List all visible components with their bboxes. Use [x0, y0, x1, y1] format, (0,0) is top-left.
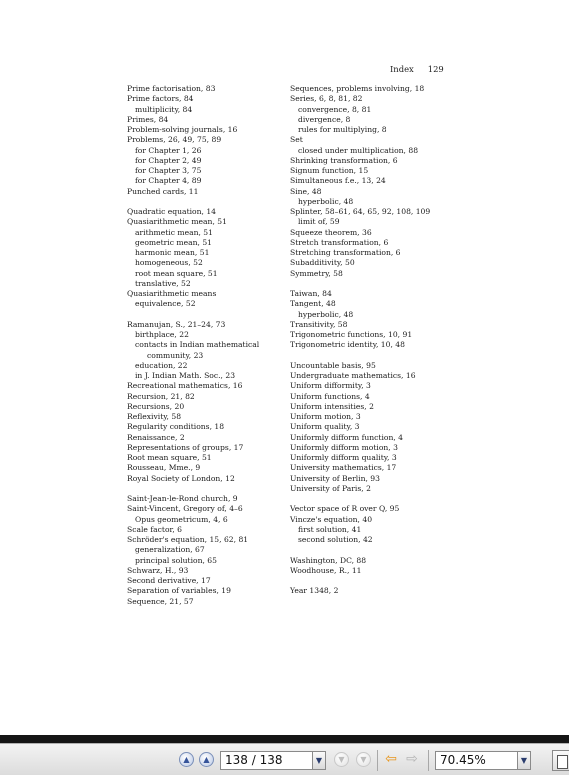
- index-entry: Trigonometric identity, 10, 48: [290, 340, 405, 350]
- index-subentry: hyperbolic, 48: [298, 196, 354, 206]
- zoom-level-field[interactable]: 70.45%: [435, 751, 518, 770]
- index-gap: [290, 494, 465, 504]
- index-entry: Saint-Jean-le-Rond church, 9: [127, 494, 238, 503]
- index-entry: Undergraduate mathematics, 16: [290, 371, 416, 380]
- index-subentry: closed under multiplication, 88: [298, 145, 419, 155]
- index-entry: Problem-solving journals, 16: [127, 125, 238, 134]
- index-subentry: for Chapter 3, 75: [135, 166, 202, 175]
- index-column-right: [290, 84, 465, 597]
- index-column-left: [127, 84, 287, 607]
- index-entry: Representations of groups, 17: [127, 442, 244, 452]
- index-subentry: in J. Indian Math. Soc., 23: [135, 371, 236, 380]
- toolbar-separator: [428, 750, 429, 771]
- index-subentry: rules for multiplying, 8: [298, 125, 387, 134]
- horizontal-scrollbar[interactable]: [0, 735, 569, 743]
- index-entry: Stretch transformation, 6: [290, 237, 389, 247]
- index-entry: Vincze's equation, 40: [290, 514, 373, 524]
- chevron-down-icon: ▼: [315, 756, 323, 765]
- index-entry: Woodhouse, R., 11: [290, 565, 362, 575]
- index-entry: Saint-Vincent, Gregory of, 4–6: [127, 504, 243, 514]
- previous-page-button[interactable]: [199, 752, 214, 767]
- index-entry: Vector space of R over Q, 95: [290, 504, 400, 514]
- index-subentry: harmonic mean, 51: [135, 248, 210, 257]
- index-entry: Schwarz, H., 93: [127, 565, 189, 575]
- index-entry: Signum function, 15: [290, 166, 369, 175]
- index-gap: [290, 545, 465, 555]
- index-subentry: education, 22: [135, 360, 188, 370]
- index-subentry: generalization, 67: [135, 545, 205, 555]
- index-entry: Regularity conditions, 18: [127, 422, 225, 432]
- left-arrow-icon: ⇦: [385, 751, 397, 767]
- index-gap: [290, 279, 465, 289]
- index-entry: Recursion, 21, 82: [127, 391, 195, 401]
- zoom-dropdown-button[interactable]: [517, 751, 531, 770]
- page-dropdown-button[interactable]: [312, 751, 326, 770]
- index-entry: University of Berlin, 93: [290, 473, 380, 483]
- index-entry: Quasiarithmetic mean, 51: [127, 217, 227, 227]
- page-view-button[interactable]: [552, 750, 569, 771]
- index-entry: Taiwan, 84: [290, 289, 332, 298]
- index-gap: [127, 310, 287, 320]
- index-entry: University of Paris, 2: [290, 483, 371, 493]
- index-entry: Second derivative, 17: [127, 576, 211, 585]
- index-entry: Rousseau, Mme., 9: [127, 463, 201, 473]
- index-subentry: birthplace, 22: [135, 330, 189, 339]
- index-subentry: homogeneous, 52: [135, 258, 203, 268]
- index-entry: Prime factorisation, 83: [127, 84, 216, 93]
- index-subentry: geometric mean, 51: [135, 237, 213, 247]
- index-entry: Series, 6, 8, 81, 82: [290, 94, 363, 104]
- next-page-button[interactable]: [334, 752, 349, 767]
- index-entry: Uniform motion, 3: [290, 412, 361, 421]
- up-arrow-icon: ▲: [203, 755, 210, 764]
- index-subentry: principal solution, 65: [135, 555, 217, 565]
- index-entry: Reflexivity, 58: [127, 412, 182, 421]
- index-entry: Ramanujan, S., 21–24, 73: [127, 319, 226, 329]
- index-entry: Uniformly difform motion, 3: [290, 442, 398, 452]
- index-subentry: equivalence, 52: [135, 299, 196, 309]
- index-subentry: first solution, 41: [298, 524, 362, 534]
- index-subentry: for Chapter 2, 49: [135, 155, 202, 165]
- index-subentry: hyperbolic, 48: [298, 309, 354, 319]
- index-entry: Simultaneous f.e., 13, 24: [290, 176, 386, 186]
- index-subentry: limit of, 59: [298, 217, 340, 227]
- index-subentry: for Chapter 4, 89: [135, 176, 202, 186]
- index-gap: [290, 351, 465, 361]
- index-entry: University mathematics, 17: [290, 463, 397, 473]
- index-entry: Uncountable basis, 95: [290, 360, 376, 370]
- toolbar-separator: [377, 750, 378, 771]
- index-subentry: root mean square, 51: [135, 268, 218, 278]
- index-entry: Set: [290, 135, 303, 145]
- index-entry: Prime factors, 84: [127, 94, 194, 104]
- index-entry: Stretching transformation, 6: [290, 248, 401, 257]
- index-entry: Primes, 84: [127, 114, 169, 124]
- index-subentry: convergence, 8, 81: [298, 104, 372, 114]
- back-button[interactable]: [383, 751, 399, 768]
- index-entry: Sequence, 21, 57: [127, 596, 194, 606]
- page-number-field[interactable]: 138 / 138: [220, 751, 313, 770]
- index-subentry: divergence, 8: [298, 114, 351, 124]
- index-subentry: contacts in Indian mathematical: [135, 340, 260, 350]
- index-entry: Separation of variables, 19: [127, 586, 231, 596]
- index-entry: Uniformly difform quality, 3: [290, 453, 397, 462]
- down-arrow-icon: ▼: [338, 755, 345, 764]
- index-subentry: for Chapter 1, 26: [135, 145, 202, 155]
- index-entry: Uniformly difform function, 4: [290, 432, 404, 442]
- running-header: [390, 64, 450, 74]
- index-entry: Schröder's equation, 15, 62, 81: [127, 535, 249, 544]
- index-entry: Quasiarithmetic means: [127, 289, 217, 298]
- header-title: Index: [390, 64, 414, 74]
- viewer-toolbar: [0, 743, 569, 775]
- index-entry: Recreational mathematics, 16: [127, 381, 243, 391]
- index-gap: [127, 197, 287, 207]
- index-subentry: arithmetic mean, 51: [135, 227, 213, 237]
- index-entry: Washington, DC, 88: [290, 555, 367, 565]
- index-subentry: multiplicity, 84: [135, 104, 193, 114]
- index-entry: Recursions, 20: [127, 401, 185, 411]
- index-subentry: Opus geometricum, 4, 6: [135, 514, 228, 524]
- index-entry: Squeeze theorem, 36: [290, 227, 372, 237]
- index-subentry: translative, 52: [135, 278, 191, 288]
- index-entry: Trigonometric functions, 10, 91: [290, 330, 413, 339]
- index-entry: Shrinking transformation, 6: [290, 155, 398, 165]
- index-entry: Problems, 26, 49, 75, 89: [127, 135, 222, 145]
- index-entry: Sine, 48: [290, 186, 322, 196]
- page-icon: [557, 755, 568, 769]
- index-entry: Root mean square, 51: [127, 453, 212, 462]
- last-page-button[interactable]: [356, 752, 371, 767]
- forward-button[interactable]: [404, 751, 420, 768]
- index-entry: Uniform intensities, 2: [290, 401, 374, 411]
- index-subentry: second solution, 42: [298, 535, 373, 544]
- index-entry: Quadratic equation, 14: [127, 207, 217, 216]
- index-entry: Uniform functions, 4: [290, 391, 370, 401]
- index-entry: Renaissance, 2: [127, 432, 185, 442]
- header-page-number: 129: [427, 64, 444, 74]
- chevron-down-icon: ▼: [520, 756, 528, 765]
- index-entry: Splinter, 58–61, 64, 65, 92, 108, 109: [290, 207, 431, 216]
- index-gap: [127, 484, 287, 494]
- index-gap: [290, 576, 465, 586]
- up-arrow-icon: ▲: [183, 755, 190, 764]
- index-entry: Uniform difformity, 3: [290, 381, 371, 391]
- index-entry: Transitivity, 58: [290, 319, 348, 329]
- index-entry: Subadditivity, 50: [290, 258, 355, 268]
- right-arrow-icon: ⇨: [406, 751, 418, 767]
- index-entry: Sequences, problems involving, 18: [290, 84, 425, 93]
- index-entry: Royal Society of London, 12: [127, 473, 235, 483]
- index-entry: Scale factor, 6: [127, 524, 182, 534]
- down-arrow-icon: ▼: [360, 755, 367, 764]
- index-entry: Symmetry, 58: [290, 268, 343, 278]
- index-entry: Tangent, 48: [290, 299, 336, 309]
- index-entry: Year 1348, 2: [290, 586, 339, 596]
- index-entry: Punched cards, 11: [127, 186, 199, 196]
- first-page-button[interactable]: [179, 752, 194, 767]
- index-subentry: community, 23: [147, 350, 204, 360]
- index-entry: Uniform quality, 3: [290, 422, 360, 432]
